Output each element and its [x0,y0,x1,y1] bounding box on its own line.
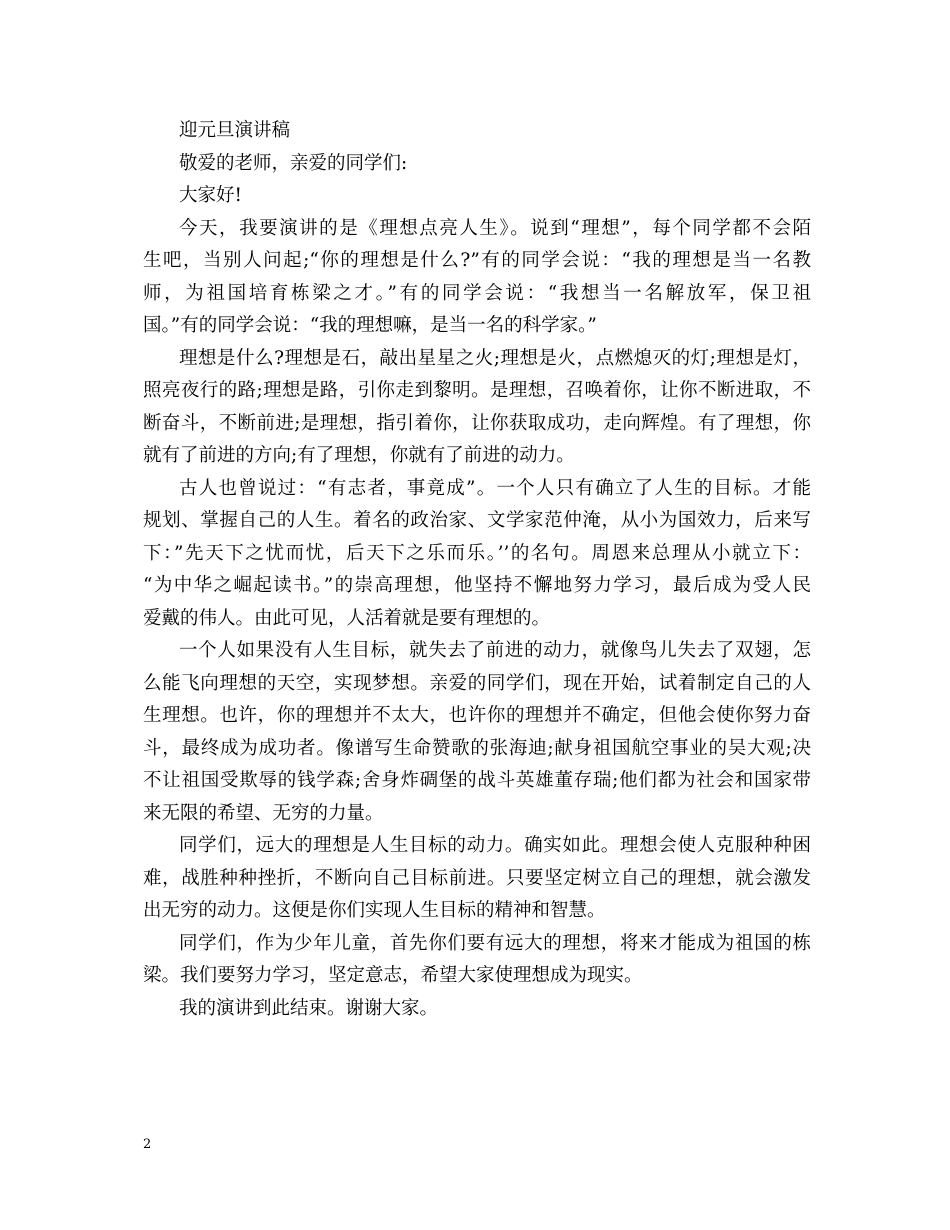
paragraph-line: 梁。我们要努力学习，坚定意志，希望大家使理想成为现实。 [143,965,643,986]
paragraph-line: 下：”先天下之忧而忧，后天下之乐而乐。’’的名句。周恩来总理从小就立下： [143,542,811,564]
paragraph-line: 来无限的希望、无穷的力量。 [143,802,384,824]
salutation-line: 敬爱的老师，亲爱的同学们: [179,152,408,174]
paragraph-line: 出无穷的动力。这便是你们实现人生目标的精神和智慧。 [143,900,606,921]
paragraph-line: 规划、掌握自己的人生。着名的政治家、文学家范仲淹，从小为国效力，后来写 [143,510,811,531]
paragraph-line: 生理想。也许，你的理想并不太大，也许你的理想并不确定，但他会使你努力奋 [143,705,811,726]
paragraph-line: 么能飞向理想的天空，实现梦想。亲爱的同学们，现在开始，试着制定自己的人 [143,672,811,694]
paragraph-line: 师，为祖国培育栋梁之才。”有的同学会说：“我想当一名解放军，保卫祖 [143,282,811,304]
paragraph-line: 不让祖国受欺辱的钱学森;舍身炸碉堡的战斗英雄董存瑞;他们都为社会和国家带 [143,770,811,791]
paragraph-line: 一个人如果没有人生目标，就失去了前进的动力，就像鸟儿失去了双翅，怎 [179,640,811,661]
page-number: 2 [143,1137,152,1152]
paragraph-line: 斗，最终成为成功者。像谱写生命赞歌的张海迪;献身祖国航空事业的吴大观;决 [143,737,811,759]
paragraph-line: 难，战胜种种挫折，不断向自己目标前进。只要坚定树立自己的理想，就会激发 [143,867,811,889]
paragraph-line: 国。”有的同学会说：“我的理想嘛，是当一名的科学家。” [143,315,597,336]
greeting-line: 大家好! [179,185,242,206]
closing-line: 我的演讲到此结束。谢谢大家。 [179,997,439,1019]
paragraph-line: 同学们，远大的理想是人生目标的动力。确实如此。理想会使人克服种种困 [179,835,811,856]
paragraph-line: 断奋斗，不断前进;是理想，指引着你，让你获取成功，走向辉煌。有了理想，你 [143,412,811,434]
paragraph-line: 今天，我要演讲的是《理想点亮人生》。说到“理想”，每个同学都不会陌 [179,217,811,239]
paragraph-line: “为中华之崛起读书。”的崇高理想，他坚持不懈地努力学习，最后成为受人民 [143,575,811,596]
paragraph-line: 理想是什么?理想是石，敲出星星之火;理想是火，点燃熄灭的灯;理想是灯， [179,347,811,369]
paragraph-line: 爱戴的伟人。由此可见，人活着就是要有理想的。 [143,607,551,629]
paragraph-line: 古人也曾说过：“有志者，事竟成”。一个人只有确立了人生的目标。才能 [179,477,811,499]
document-title: 迎元旦演讲稿 [179,120,291,141]
paragraph-line: 就有了前进的方向;有了理想，你就有了前进的动力。 [143,445,575,466]
paragraph-line: 同学们，作为少年儿童，首先你们要有远大的理想，将来才能成为祖国的栋 [179,932,811,954]
paragraph-line: 生吧，当别人问起;“你的理想是什么?”有的同学会说：“我的理想是当一名教 [143,250,811,271]
paragraph-line: 照亮夜行的路;理想是路，引你走到黎明。是理想，召唤着你，让你不断进取，不 [143,380,811,401]
document-body [143,115,811,1025]
